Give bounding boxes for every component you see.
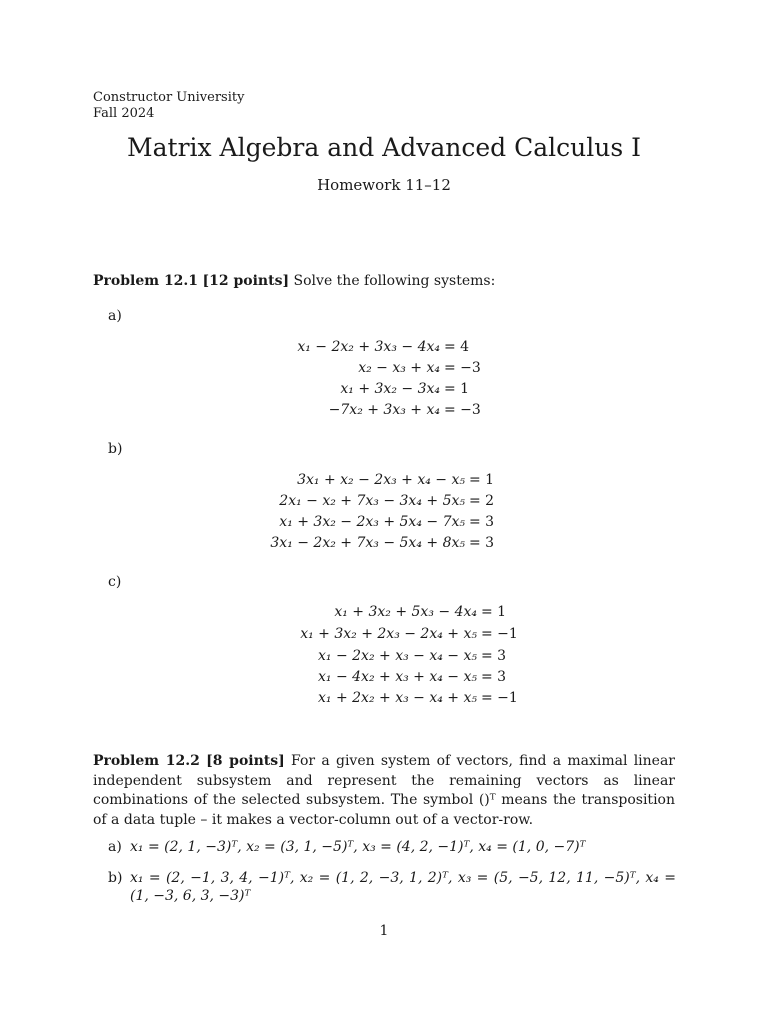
problem-text: For a given system of vectors, find a maximal linear independent subsystem and represent the remaining vectors as linear combinations of the selected subsystem. The symbol ()ᵀ means the transposition of a data tuple – it makes a vector-column out of a vector-row. — [93, 753, 676, 828]
equation-rhs: = −3 — [444, 360, 481, 376]
item-text: x₁ = (2, −1, 3, 4, −1)ᵀ, x₂ = (1, 2, −3, 1, 2)ᵀ, x₃ = (5, −5, 12, 11, −5)ᵀ, x₄ = (1, −3, 6, 3, −3)ᵀ — [130, 870, 676, 904]
equation-rhs: = −1 — [481, 690, 518, 706]
equation-rhs: = 1 — [444, 381, 470, 397]
problem-points: [12 points] — [202, 273, 290, 289]
institution-name: Constructor University — [93, 90, 245, 105]
item-label: b) — [108, 870, 123, 886]
equation-rhs: = 1 — [481, 604, 507, 620]
page-title: Matrix Algebra and Advanced Calculus I — [127, 133, 641, 162]
equation-rhs: = 3 — [481, 669, 507, 685]
problem-label: Problem 12.1 — [93, 273, 199, 289]
part-b-label: b) — [108, 441, 123, 457]
equation-lhs: 3x₁ − 2x₂ + 7x₃ − 5x₄ + 8x₅ — [270, 535, 465, 551]
page-number: 1 — [379, 923, 389, 939]
item-label: a) — [108, 839, 122, 855]
equation-lhs: x₁ − 4x₂ + x₃ + x₄ − x₅ — [318, 669, 477, 685]
page-subtitle: Homework 11–12 — [317, 176, 451, 194]
problem-points: [8 points] — [206, 753, 285, 769]
equation-rhs: = 3 — [469, 535, 495, 551]
problem-12-2-statement — [93, 752, 675, 830]
item-text: x₁ = (2, 1, −3)ᵀ, x₂ = (3, 1, −5)ᵀ, x₃ = (4, 2, −1)ᵀ, x₄ = (1, 0, −7)ᵀ — [130, 839, 586, 855]
part-a-label: a) — [108, 308, 122, 324]
equation-lhs: x₁ + 2x₂ + x₃ − x₄ + x₅ — [318, 690, 477, 706]
equation-lhs: x₁ + 3x₂ − 3x₄ — [340, 381, 440, 397]
equation-lhs: −7x₂ + 3x₃ + x₄ — [328, 402, 440, 418]
equation-rhs: = 2 — [469, 493, 495, 509]
equation-lhs: x₁ + 3x₂ − 2x₃ + 5x₄ − 7x₅ — [279, 514, 465, 530]
equation-lhs: x₁ − 2x₂ + x₃ − x₄ − x₅ — [318, 648, 477, 664]
equation-rhs: = 3 — [481, 648, 507, 664]
equation-lhs: x₁ + 3x₂ + 5x₃ − 4x₄ — [334, 604, 477, 620]
problem-12-1-statement — [93, 272, 675, 292]
problem-label: Problem 12.2 — [93, 753, 200, 769]
term: Fall 2024 — [93, 106, 155, 121]
equation-lhs: x₂ − x₃ + x₄ — [358, 360, 440, 376]
equation-lhs: x₁ − 2x₂ + 3x₃ − 4x₄ — [297, 339, 440, 355]
equation-rhs: = 1 — [469, 472, 495, 488]
equation-lhs: 3x₁ + x₂ − 2x₃ + x₄ − x₅ — [297, 472, 465, 488]
equation-rhs: = −1 — [481, 626, 518, 642]
equation-lhs: 2x₁ − x₂ + 7x₃ − 3x₄ + 5x₅ — [279, 493, 465, 509]
part-c-label: c) — [108, 574, 122, 590]
equation-rhs: = −3 — [444, 402, 481, 418]
equation-lhs: x₁ + 3x₂ + 2x₃ − 2x₄ + x₅ — [300, 626, 477, 642]
problem-text: Solve the following systems: — [293, 273, 496, 289]
equation-rhs: = 4 — [444, 339, 470, 355]
equation-rhs: = 3 — [469, 514, 495, 530]
